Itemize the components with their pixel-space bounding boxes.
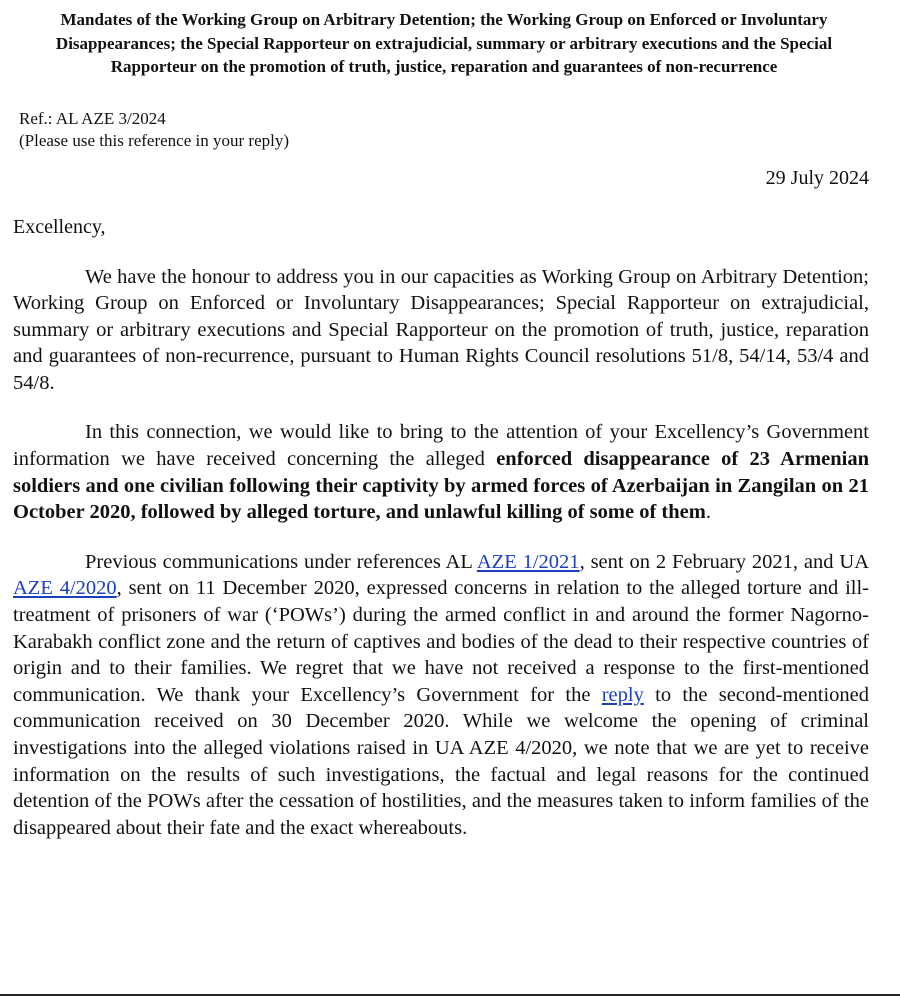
paragraph-3-part-4: to the second-mentioned communication received on 30 December 2020. While we welcome the opening of criminal investigations into the alleged violations raised in UA AZE 4/2020, we note that we are yet to receive information on the results of such investigations, the factual and legal reasons for the continued detention of the POWs after the cessation of hostilities, and the measures taken to inform families of the disappeared about their fate and the exact whereabouts. (13, 683, 870, 839)
link-aze-4-2020[interactable]: AZE 4/2020 (13, 577, 117, 600)
reference-number: Ref.: AL AZE 3/2024 (19, 108, 166, 128)
mandates-heading: Mandates of the Working Group on Arbitrary Detention; the Working Group on Enforced or Involuntary Disappearances; the Special Rapporteur on extrajudicial, summary or arbitrary executions and the Special Rapporteur on the promotion of truth, justice, reparation and guarantees of non-recurrence (55, 10, 833, 76)
paragraph-3-part-2: , sent on 2 February 2021, and UA (579, 550, 870, 573)
paragraph-previous-communications (13, 549, 869, 842)
reference-block (19, 108, 869, 152)
paragraph-mandate-capacities (13, 264, 869, 397)
paragraph-2-intro: In this connection, we would like to bring to the attention of your Excellency’s Government information we have received concerning the alleged (13, 421, 869, 471)
link-aze-1-2021[interactable]: AZE 1/2021 (476, 550, 580, 573)
paragraph-2-bold-allegation: enforced disappearance of 23 Armenian soldiers and one civilian following their captivity by armed forces of Azerbaijan in Zangilan on 21 October 2020, followed by alleged torture, and unlawful killing of some of them (13, 448, 869, 524)
paragraph-3-part-1: Previous communications under references AL (85, 550, 477, 573)
paragraph-3-part-3: , sent on 11 December 2020, expressed concerns in relation to the alleged torture and ill-treatment of prisoners of war (‘POWs’) during the armed conflict in and around the former Nagorno-Karabakh conflict zone and the return of captives and bodies of the dead to their respective countries of origin and to their families. We regret that we have not received a response to the first-mentioned communication. We thank your Excellency’s Government for the (13, 577, 869, 706)
letter-date: 29 July 2024 (765, 166, 869, 189)
reference-note: (Please use this reference in your reply) (19, 130, 289, 150)
salutation: Excellency, (13, 215, 106, 238)
paragraph-2-end: . (705, 501, 711, 524)
paragraph-1-text: We have the honour to address you in our capacities as Working Group on Arbitrary Detention; Working Group on Enforced or Involuntary Disappearances; Special Rapporteur on extrajudicial, summary or arbitrary executions and Special Rapporteur on the promotion of truth, justice, reparation and guarantees of non-recurrence, pursuant to Human Rights Council resolutions 51/8, 54/14, 53/4 and 54/8. (13, 265, 869, 394)
paragraph-allegation-summary (13, 419, 869, 525)
link-reply[interactable]: reply (601, 683, 644, 706)
